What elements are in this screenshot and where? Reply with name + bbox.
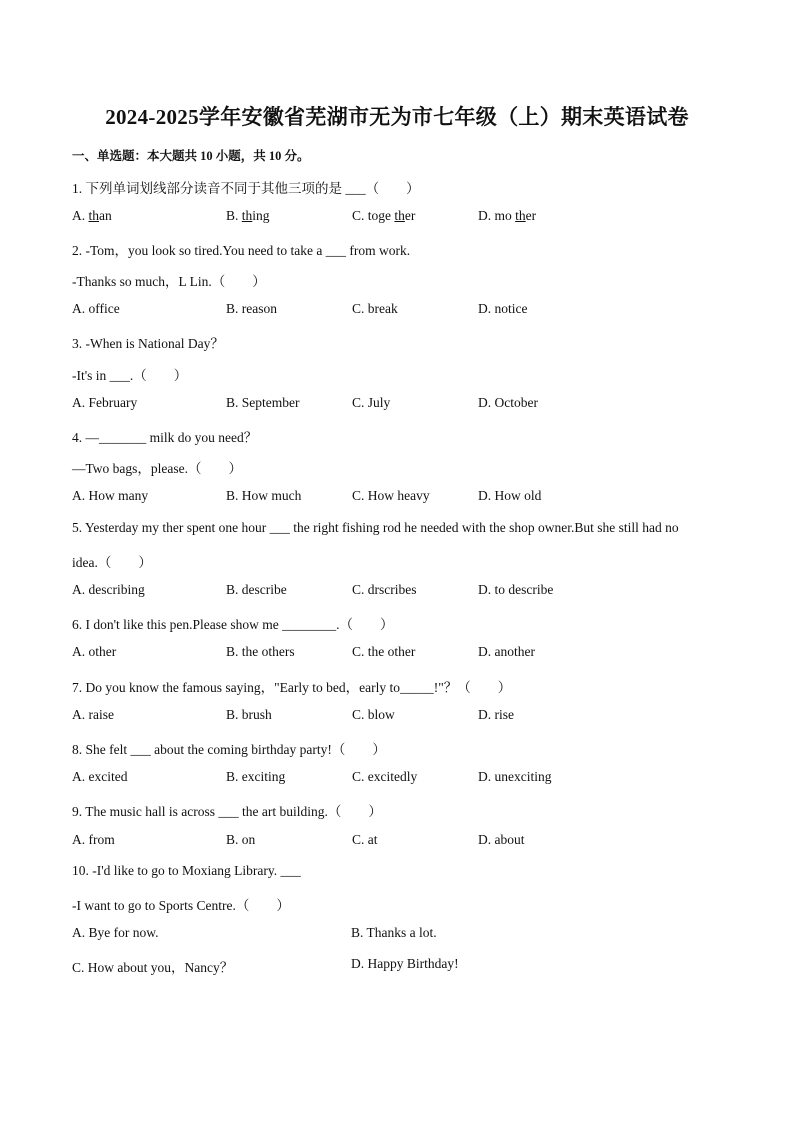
question-7-stem: 7. Do you know the famous saying，"Early to bed，early to_____!"？（ ） [72,680,512,695]
option-a: A. from [72,832,115,847]
question-10-options-row-1 [72,925,732,943]
option-b: B. describe [226,582,287,597]
question-4-options [72,488,732,506]
question-1-options [72,208,732,226]
option-a: A. describing [72,582,145,597]
question-8-stem: 8. She felt ___ about the coming birthday party!（ ） [72,742,386,757]
option-b: B. thing [226,208,270,223]
option-b: B. How much [226,488,302,503]
option-a: A. office [72,301,120,316]
question-3-options [72,395,732,413]
option-c: C. July [352,395,391,410]
option-d: D. Happy Birthday! [351,956,459,971]
option-c: C. at [352,832,378,847]
option-d: D. How old [478,488,542,503]
option-d: D. October [478,395,538,410]
question-2-reply: -Thanks so much，L Lin.（ ） [72,274,266,289]
question-2-stem: 2. -Tom，you look so tired.You need to take a ___ from work. [72,243,411,258]
option-b: B. reason [226,301,277,316]
option-a: A. How many [72,488,149,503]
option-c: C. excitedly [352,769,418,784]
question-4-reply: —Two bags，please.（ ） [72,461,243,476]
option-c: C. break [352,301,398,316]
option-a: A. excited [72,769,128,784]
option-d: D. mo ther [478,208,537,223]
option-b: B. the others [226,644,295,659]
question-10-stem: 10. -I'd like to go to Moxiang Library. ___ [72,863,301,878]
option-d: D. to describe [478,582,554,597]
question-3-stem: 3. -When is National Day？ [72,336,224,351]
option-d: D. rise [478,707,514,722]
option-a: A. February [72,395,138,410]
question-7-options [72,707,732,725]
question-9-options [72,832,732,850]
exam-title: 2024-2025学年安徽省芜湖市无为市七年级（上）期末英语试卷 [105,105,689,129]
option-d: D. notice [478,301,528,316]
option-d: D. unexciting [478,769,552,784]
question-10-options-row-2 [72,956,732,974]
option-a: A. than [72,208,112,223]
question-9-stem: 9. The music hall is across ___ the art building.（ ） [72,804,382,819]
question-2-options [72,301,732,319]
option-d: D. another [478,644,535,659]
question-8-options [72,769,732,787]
option-c: C. How heavy [352,488,430,503]
option-c: C. How about you，Nancy？ [72,960,234,975]
question-10-reply: -I want to go to Sports Centre.（ ） [72,898,290,913]
option-d: D. about [478,832,525,847]
option-c: C. drscribes [352,582,417,597]
option-a: A. Bye for now. [72,925,159,940]
question-5-stem-cont: idea.（ ） [72,555,152,570]
section-heading: 一、单选题：本大题共 10 小题，共 10 分。 [72,149,310,163]
question-3-reply: -It's in ___.（ ） [72,368,188,383]
option-b: B. Thanks a lot. [351,925,437,940]
option-c: C. the other [352,644,416,659]
option-b: B. brush [226,707,272,722]
option-b: B. September [226,395,300,410]
option-a: A. other [72,644,117,659]
question-1-stem: 1. 下列单词划线部分读音不同于其他三项的是 ___（ ） [72,181,420,196]
option-c: C. toge ther [352,208,416,223]
question-6-options [72,644,732,662]
option-a: A. raise [72,707,114,722]
question-6-stem: 6. I don't like this pen.Please show me ________.（ ） [72,617,394,632]
option-b: B. on [226,832,256,847]
question-4-stem: 4. —_______ milk do you need？ [72,430,258,445]
question-5-options [72,582,732,600]
question-5-stem: 5. Yesterday my ther spent one hour ___ the right fishing rod he needed with the shop owner.But she still had no [72,520,679,535]
option-c: C. blow [352,707,395,722]
option-b: B. exciting [226,769,286,784]
